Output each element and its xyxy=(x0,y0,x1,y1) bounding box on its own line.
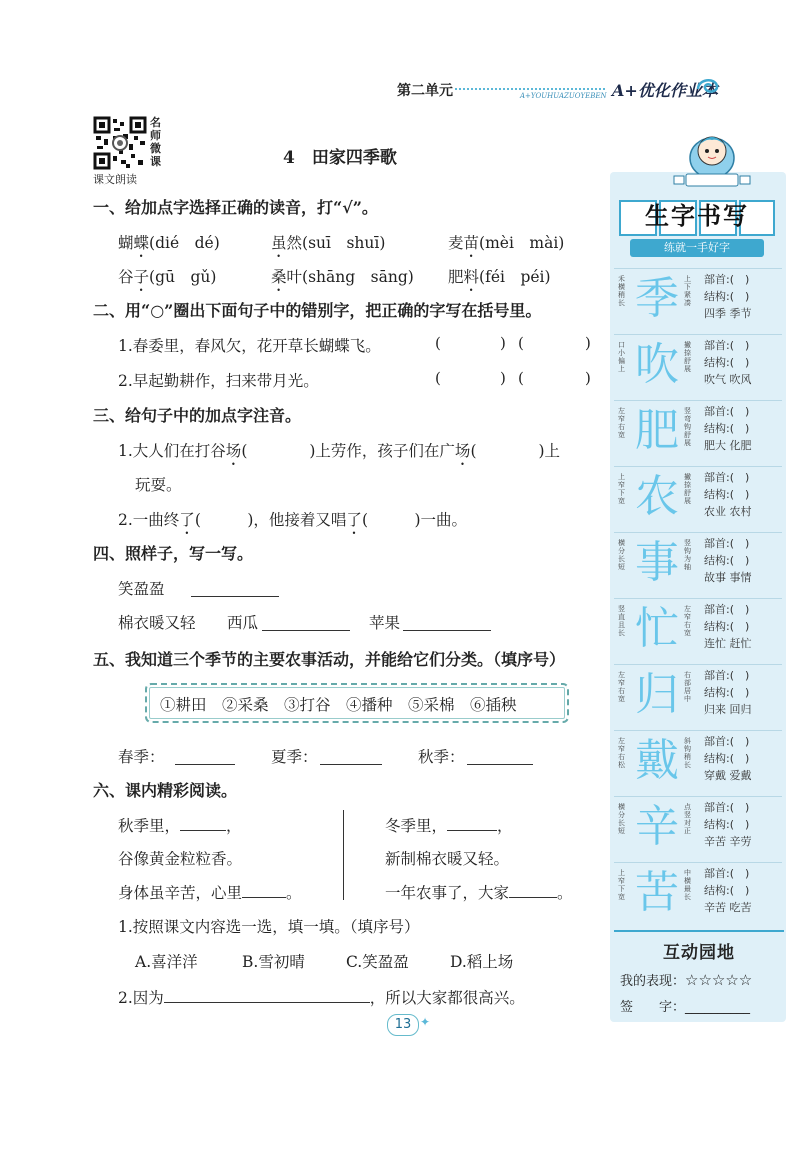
example-words: 辛苦 吃苦 xyxy=(704,901,752,914)
stroke-tip: 左窄右松 xyxy=(618,737,625,769)
char-row xyxy=(614,862,782,925)
stroke-tip: 竖直且长 xyxy=(618,605,625,637)
answer-blank[interactable] xyxy=(180,816,226,831)
answer-blank[interactable] xyxy=(509,883,557,898)
example-words: 归来 回归 xyxy=(704,703,752,716)
answer-paren[interactable]: ) xyxy=(585,369,591,387)
brand-logo: A+优化作业本 xyxy=(612,81,718,100)
answer-blank[interactable] xyxy=(262,616,350,631)
char-info xyxy=(704,535,752,586)
char-info xyxy=(704,799,752,850)
structure-field[interactable]: 结构:( ) xyxy=(704,356,750,369)
section-3-heading: 三、给句子中的加点字注音。 xyxy=(93,406,302,425)
answer-paren[interactable]: ) xyxy=(500,334,506,352)
sidebar-title: 生字书写 xyxy=(645,202,749,230)
stroke-tip: 口小偏上 xyxy=(618,341,625,373)
structure-tip: 竖弯钩舒展 xyxy=(684,407,691,447)
section-1-heading: 一、给加点字选择正确的读音，打“√”。 xyxy=(93,198,378,217)
section-4-heading: 四、照样子，写一写。 xyxy=(93,544,254,563)
stroke-tip: 横分长短 xyxy=(618,803,625,835)
options-list: ①耕田 ②采桑 ③打谷 ④播种 ⑤采棉 ⑥插秧 xyxy=(160,696,517,714)
summer-label: 夏季： xyxy=(271,748,318,766)
stroke-tip: 横分长短 xyxy=(618,539,625,571)
answer-blank[interactable] xyxy=(175,750,235,765)
s1-item-6: 肥料(féi péi) xyxy=(448,268,551,286)
poem-left-3: 身体虽辛苦，心里 。 xyxy=(118,884,302,902)
qr-side-label: 名师微课 xyxy=(150,116,161,168)
practice-character: 农 xyxy=(635,471,679,522)
practice-character: 辛 xyxy=(635,801,679,852)
structure-field[interactable]: 结构:( ) xyxy=(704,422,750,435)
radical-field[interactable]: 部首:( ) xyxy=(704,735,750,748)
structure-field[interactable]: 结构:( ) xyxy=(704,620,750,633)
s4-example-1: 笑盈盈 xyxy=(118,580,165,598)
answer-paren[interactable]: ) xyxy=(500,369,506,387)
answer-paren[interactable]: ( xyxy=(518,334,524,352)
structure-field[interactable]: 结构:( ) xyxy=(704,488,750,501)
stroke-tip: 上窄下宽 xyxy=(618,869,625,901)
swirl-icon xyxy=(695,75,721,97)
structure-field[interactable]: 结构:( ) xyxy=(704,752,750,765)
s1-item-3: 麦苗(mèi mài) xyxy=(448,234,565,252)
char-info xyxy=(704,271,752,322)
example-words: 四季 季节 xyxy=(704,307,752,320)
structure-tip: 右部居中 xyxy=(684,671,691,703)
choice-a: A.喜洋洋 xyxy=(135,953,198,971)
spring-label: 春季： xyxy=(118,748,165,766)
structure-field[interactable]: 结构:( ) xyxy=(704,818,750,831)
answer-blank[interactable] xyxy=(320,750,382,765)
char-info xyxy=(704,865,752,916)
char-row xyxy=(614,532,782,595)
structure-field[interactable]: 结构:( ) xyxy=(704,686,750,699)
answer-blank[interactable] xyxy=(447,816,497,831)
structure-tip: 上下紧凑 xyxy=(684,275,691,307)
autumn-label: 秋季： xyxy=(418,748,465,766)
char-info xyxy=(704,601,752,652)
structure-tip: 竖钩为轴 xyxy=(684,539,691,571)
s3-line-1: 1.大人们在打谷场( )上劳作，孩子们在广场( )上 xyxy=(118,442,561,460)
answer-paren[interactable]: ) xyxy=(585,334,591,352)
poem-divider xyxy=(343,810,344,900)
s4-word-1: 西瓜 xyxy=(227,614,259,632)
sidebar-subtitle: 练就一手好字 xyxy=(630,239,764,257)
s2-line-1: 1.春委里，春风欠，花开草长蝴蝶飞。 xyxy=(118,337,381,355)
poem-right-2: 新制棉衣暖又轻。 xyxy=(385,850,510,868)
structure-tip: 撇捺舒展 xyxy=(684,473,691,505)
radical-field[interactable]: 部首:( ) xyxy=(704,537,750,550)
header-pinyin: A+YOUHUAZUOYEBEN xyxy=(520,92,607,100)
signature-field[interactable]: __________ xyxy=(685,1000,751,1015)
radical-field[interactable]: 部首:( ) xyxy=(704,603,750,616)
example-words: 吹气 吹风 xyxy=(704,373,752,386)
radical-field[interactable]: 部首:( ) xyxy=(704,405,750,418)
practice-character: 吹 xyxy=(635,339,679,390)
radical-field[interactable]: 部首:( ) xyxy=(704,471,750,484)
question-2: 2.因为 ，所以大家都很高兴。 xyxy=(118,989,525,1007)
structure-tip: 中横最长 xyxy=(684,869,691,901)
answer-paren[interactable]: ( xyxy=(435,334,441,352)
radical-field[interactable]: 部首:( ) xyxy=(704,273,750,286)
structure-tip: 斜钩稍长 xyxy=(684,737,691,769)
hudong-title: 互动园地 xyxy=(663,943,735,963)
char-row xyxy=(614,664,782,727)
practice-character: 季 xyxy=(635,273,679,324)
s1-item-5: 桑叶(shāng sāng) xyxy=(271,268,414,286)
radical-field[interactable]: 部首:( ) xyxy=(704,669,750,682)
s1-item-2: 虽然(suī shuī) xyxy=(271,234,386,252)
question-1: 1.按照课文内容选一选，填一填。（填序号） xyxy=(118,918,420,936)
char-row xyxy=(614,268,782,331)
practice-character: 苦 xyxy=(635,867,679,918)
unit-label: 第二单元 xyxy=(397,83,453,99)
header-divider xyxy=(455,88,605,90)
structure-field[interactable]: 结构:( ) xyxy=(704,884,750,897)
example-words: 农业 农村 xyxy=(704,505,752,518)
answer-blank[interactable] xyxy=(403,616,491,631)
practice-character: 归 xyxy=(635,669,679,720)
s4-word-2: 苹果 xyxy=(369,614,401,632)
char-info xyxy=(704,469,752,520)
answer-blank[interactable] xyxy=(242,883,286,898)
s4-example-2: 棉衣暖又轻 xyxy=(118,614,196,632)
poem-right-1: 冬季里， ， xyxy=(385,817,513,835)
practice-character: 忙 xyxy=(635,603,679,654)
char-row xyxy=(614,466,782,529)
child-reading-icon xyxy=(668,118,758,192)
char-row xyxy=(614,598,782,661)
example-words: 故事 事情 xyxy=(704,571,752,584)
stroke-tip: 上窄下宽 xyxy=(618,473,625,505)
answer-blank[interactable] xyxy=(191,582,279,597)
example-words: 肥大 化肥 xyxy=(704,439,752,452)
lesson-title: 4 田家四季歌 xyxy=(283,148,397,168)
poem-left-1: 秋季里， ， xyxy=(118,817,242,835)
rating-stars[interactable]: ☆☆☆☆☆ xyxy=(685,971,753,989)
radical-field[interactable]: 部首:( ) xyxy=(704,339,750,352)
example-words: 连忙 赶忙 xyxy=(704,637,752,650)
char-row xyxy=(614,334,782,397)
structure-tip: 点竖对正 xyxy=(684,803,691,835)
poem-left-2: 谷像黄金粒粒香。 xyxy=(118,850,243,868)
choice-c: C.笑盈盈 xyxy=(346,953,409,971)
qr-code-icon[interactable] xyxy=(93,116,147,170)
stroke-tip: 禾横稍长 xyxy=(618,275,625,307)
answer-paren[interactable]: ( xyxy=(435,369,441,387)
example-words: 辛苦 辛劳 xyxy=(704,835,752,848)
char-row xyxy=(614,400,782,463)
s1-item-1: 蝴蝶(dié dé) xyxy=(118,234,220,252)
practice-character: 事 xyxy=(635,537,679,588)
poem-right-3: 一年农事了，大家 。 xyxy=(385,884,573,902)
performance-line: 我的表现：☆☆☆☆☆ xyxy=(620,971,753,989)
section-2-heading: 二、用“○”圈出下面句子中的错别字，把正确的字写在括号里。 xyxy=(93,301,542,320)
stroke-tip: 左窄右宽 xyxy=(618,671,625,703)
practice-character: 肥 xyxy=(635,405,679,456)
stroke-tip: 左窄右宽 xyxy=(618,407,625,439)
char-info xyxy=(704,733,752,784)
answer-blank[interactable] xyxy=(467,750,533,765)
example-words: 穿戴 爱戴 xyxy=(704,769,752,782)
answer-blank[interactable] xyxy=(164,988,370,1003)
answer-paren[interactable]: ( xyxy=(518,369,524,387)
star-icon: ✦ xyxy=(420,1015,431,1029)
s2-line-2: 2.早起勤耕作，扫来带月光。 xyxy=(118,372,319,390)
s3-line-2: 2.一曲终了( )，他接着又唱了( )一曲。 xyxy=(118,511,468,529)
char-row xyxy=(614,796,782,859)
structure-field[interactable]: 结构:( ) xyxy=(704,554,750,567)
hudong-divider xyxy=(614,930,784,932)
radical-field[interactable]: 部首:( ) xyxy=(704,867,750,880)
page-number: 13 xyxy=(387,1014,419,1036)
practice-character: 戴 xyxy=(635,735,679,786)
char-info xyxy=(704,337,752,388)
qr-caption: 课文朗读 xyxy=(93,173,137,186)
section-5-heading: 五、我知道三个季节的主要农事活动，并能给它们分类。（填序号） xyxy=(93,650,566,669)
char-row xyxy=(614,730,782,793)
choice-b: B.雪初晴 xyxy=(242,953,305,971)
s3-line-1-cont: 玩耍。 xyxy=(135,476,182,494)
signature-line: 签 字：__________ xyxy=(620,1000,751,1015)
section-6-heading: 六、课内精彩阅读。 xyxy=(93,781,238,800)
structure-tip: 左窄右宽 xyxy=(684,605,691,637)
s1-item-4: 谷子(gū gǔ) xyxy=(118,268,217,286)
radical-field[interactable]: 部首:( ) xyxy=(704,801,750,814)
structure-tip: 撇捺舒展 xyxy=(684,341,691,373)
char-info xyxy=(704,403,752,454)
structure-field[interactable]: 结构:( ) xyxy=(704,290,750,303)
char-info xyxy=(704,667,752,718)
choice-d: D.稻上场 xyxy=(450,953,514,971)
